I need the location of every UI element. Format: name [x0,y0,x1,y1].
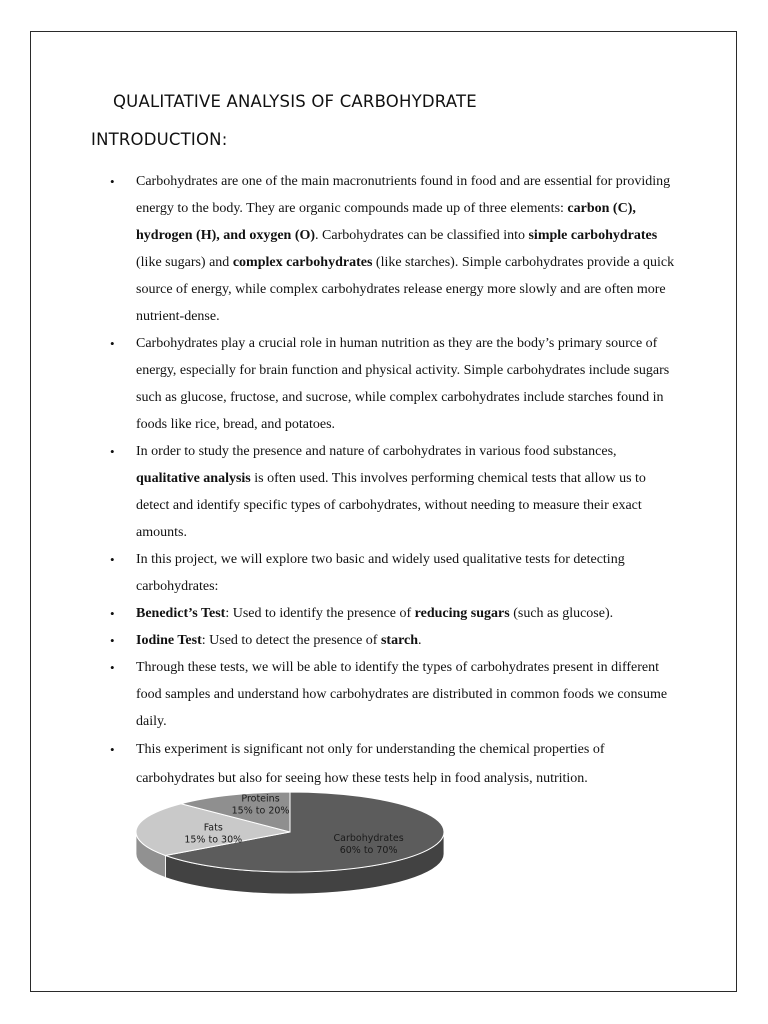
bullet-item [106,654,681,735]
body-text: . [418,633,422,648]
body-text: : Used to detect the presence of [201,633,381,648]
pie-range-fats: 15% to 30% [184,834,243,846]
bold-text: Benedict’s Test [136,606,226,621]
body-text: . Carbohydrates can be classified into [315,228,529,243]
bullet-dot-icon: • [110,742,115,757]
bullet-item [106,546,681,600]
bullet-item [106,735,681,793]
bold-text: starch [380,633,419,648]
bullet-item [106,600,681,627]
bullet-dot-icon: • [110,552,115,567]
bold-text: simple carbohydrates [528,228,658,243]
bullet-item [106,627,681,654]
bold-text: carbon (C), hydrogen (H), and oxygen (O) [136,201,636,243]
section-heading: INTRODUCTION: [91,130,228,149]
bullet-dot-icon: • [110,336,115,351]
pie-range-proteins: 15% to 20% [231,805,290,817]
pie-label-proteins: Proteins [241,793,280,805]
pie-range-carbohydrates: 60% to 70% [339,845,398,857]
bold-text: complex carbohydrates [232,255,373,270]
body-text: : Used to identify the presence of [225,606,415,621]
body-text: This experiment is significant not only for understanding the chemical properties of carbohydrates but also for seeing how these tests help in food analysis, nutrition. [136,742,605,786]
nutrient-pie-chart [130,786,450,898]
bullet-dot-icon: • [110,660,115,675]
pie-chart-svg [130,786,450,898]
body-text: is often used. This involves performing chemical tests that allow us to detect and identify specific types of carbohydrates, without needing to measure their exact amounts. [136,471,646,540]
bold-text: Iodine Test [136,633,202,648]
bullet-dot-icon: • [110,444,115,459]
body-text: Carbohydrates play a crucial role in human nutrition as they are the body’s primary source of energy, especially for brain function and physical activity. Simple carbohydrates include sugars such as glucose, fructose, and sucrose, while complex carbohydrates include starches found in foods like rice, bread, and potatoes. [136,336,670,432]
pie-label-fats: Fats [203,822,223,834]
bold-text: qualitative analysis [136,471,251,486]
bullet-dot-icon: • [110,174,115,189]
body-text: In order to study the presence and nature of carbohydrates in various food substances, [136,444,617,459]
bold-text: reducing sugars [414,606,510,621]
bullet-list [106,168,681,793]
body-text: (such as glucose). [509,606,614,621]
pie-label-carbohydrates: Carbohydrates [333,833,404,845]
bullet-item [106,168,681,330]
body-text: Through these tests, we will be able to identify the types of carbohydrates present in different food samples and understand how carbohydrates are distributed in common foods we consume daily. [136,660,668,729]
body-text: (like sugars) and [136,255,233,270]
document-title: QUALITATIVE ANALYSIS OF CARBOHYDRATE [113,92,477,111]
bullet-item [106,330,681,438]
body-text: Carbohydrates are one of the main macronutrients found in food and are essential for providing energy to the body. They are organic compounds made up of three elements: [136,174,671,216]
bullet-dot-icon: • [110,606,115,621]
body-text: (like starches). Simple carbohydrates provide a quick source of energy, while complex carbohydrates release energy more slowly and are often more nutrient-dense. [136,255,675,324]
bullet-item [106,438,681,546]
body-text: In this project, we will explore two basic and widely used qualitative tests for detecting carbohydrates: [136,552,625,594]
bullet-dot-icon: • [110,633,115,648]
